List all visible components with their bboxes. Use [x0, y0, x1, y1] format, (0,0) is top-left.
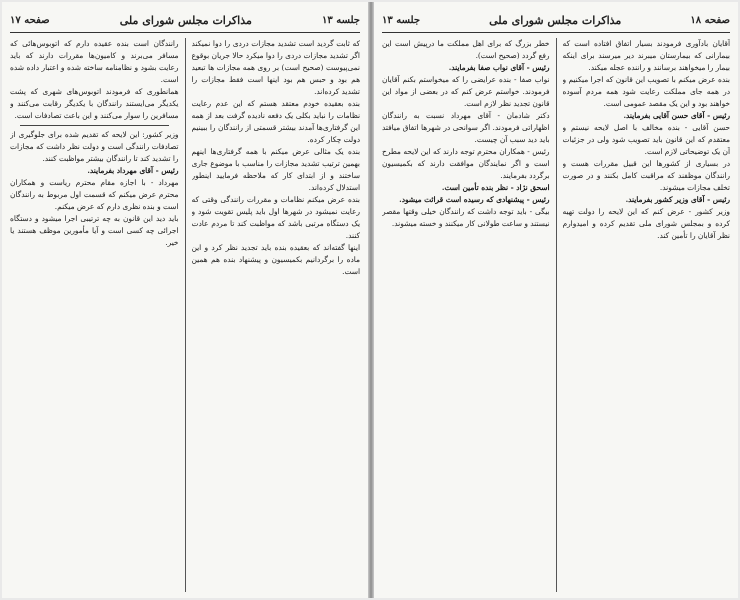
left-page-header [10, 8, 360, 33]
paragraph: بنده یک مثالی عرض میکنم با همه گرفتاری‌ها اینهم بهمین ترتیب تشدید مجازات را مناسب با موضوع جاری ساختند و از ابتدای کار که ملاحظه فرمایید اینطور استدلال کرده‌اند. [191, 147, 360, 192]
paragraph: بیگی - باید توجه داشت که رانندگان خیلی وقتها مقصر نیستند و ساعت طولانی کار میکنند و خسته میشوند. [382, 207, 550, 228]
paragraph: که ثابت گردید است تشدید مجازات دردی را دوا نمیکند اگر تشدید مجازات دردی را دوا میکرد حالا جریان بوقوع نمی‌پیوست (صحیح است) بر روی همه مجازات ها تبعید هم بود و حبس هم بود اینها است فقط مجازات را تشدید کرده‌اند. [191, 39, 360, 96]
paragraph: اینها گفته‌اند که بعقیده بنده باید تجدید نظر کرد و این ماده را برگردانیم بکمیسیون و پیشنهاد بنده هم همین است. [191, 243, 360, 276]
paragraph: نواب صفا - بنده عرایضی را که میخواستم بکنم آقایان فرمودند. خواستم عرض کنم که در بعضی از مواد این قانون تجدید نظر لازم است. [382, 75, 550, 108]
left-page-session: جلسه ۱۳ [321, 14, 360, 26]
column-divider [185, 38, 186, 592]
right-page-column-left [382, 38, 550, 592]
left-page-title: مذاکرات مجلس شورای ملی [119, 13, 252, 27]
left-page [2, 2, 368, 598]
paragraph: وزیر کشور: این لایحه که تقدیم شده برای جلوگیری از تصادفات رانندگی است و دولت نظر داشت که مجازات را تشدید کند تا رانندگان بیشتر مواظبت کنند. [10, 130, 179, 163]
right-page-header [382, 8, 730, 33]
speaker-line: رئیس - آقای وزیر کشور بفرمایند. [625, 195, 730, 204]
paragraph: مهرداد - با اجازه مقام محترم ریاست و همکاران محترم عرض میکنم که قسمت اول مربوط به رانندگان است و بنده نظری دارم که عرض میکنم. [10, 178, 179, 211]
paragraph: در بسیاری از کشورها این قبیل مقررات هست و رانندگان موظفند که مراقبت کامل بکنند و در صورت تخلف مجازات میشوند. [562, 159, 730, 192]
speaker-line: رئیس - آقای نواب صفا بفرمایند. [448, 63, 550, 72]
paragraph: رانندگان است بنده عقیده دارم که اتوبوس‌هائی که مسافر می‌برند و کامیون‌ها مقررات دارند که باید رعایت بشود و نظامنامه ساخته شده و اعتبار داده شده است. [10, 39, 179, 84]
paragraph: بنده عرض میکنم با تصویب این قانون که اجرا میکنیم و در همه جای مملکت رعایت شود همه مردم آسوده خواهند بود و این یک مقصد عمومی است. [562, 75, 730, 108]
left-page-column-right [192, 38, 361, 592]
right-page-session: جلسه ۱۳ [382, 14, 421, 26]
right-page-body [382, 38, 730, 592]
paragraph: وزیر کشور - عرض کنم که این لایحه را دولت تهیه کرده و بمجلس شورای ملی تقدیم کرده و امیدوارم نظر آقایان را تأمین کند. [562, 207, 730, 240]
right-page-title: مذاکرات مجلس شورای ملی [489, 13, 622, 27]
paragraph: بنده بعقیده خودم معتقد هستم که این عدم رعایت نظامات را نباید بکلی یک دفعه نادیده گرفت بعد از همه این گرفتاری‌ها آمدند بیشتر قسمتی از رانندگان را ببینیم دولت چکار کرده. [191, 99, 360, 144]
paragraph: آقایان بادآوری فرمودند بسیار اتفاق افتاده است که بیمارانی که بیمارستان میبرند دیر میرسند برای اینکه بیمار را میخواهند برسانند و راننده عجله میکند. [562, 39, 730, 72]
paragraph: خطر بزرگ که برای اهل مملکت ما درپیش است این رفع گردد (صحیح است). [382, 39, 550, 60]
speaker-line: اسحق نژاد - نظر بنده تأمین است. [441, 183, 550, 192]
paragraph: باید دید این قانون به چه ترتیبی اجرا میشود و دستگاه اجرائی چه کسی است و آیا مأمورین موظف هستند یا خیر. [10, 214, 179, 247]
paragraph: بنده عرض میکنم نظامات و مقررات رانندگی وقتی که رعایت نمیشود در شهرها اول باید پلیس تقویت شود و یک دستگاه مرتبی باشد که مواظبت کند تا مردم عادت کنند. [191, 195, 360, 240]
paragraph: رئیس - همکاران محترم توجه دارند که این لایحه مطرح است و اگر نمایندگان موافقت دارند که بکمیسیون برگردد بفرمایند. [382, 147, 550, 180]
right-page-number: صفحه ۱۸ [690, 14, 730, 26]
paragraph: حسن آقایی - بنده مخالف با اصل لایحه نیستم و معتقدم که این قانون باید تصویب شود ولی در جزئیات آن یک توضیحاتی لازم است. [562, 123, 730, 156]
left-page-column-left [10, 38, 179, 592]
paragraph: دکتر شادمان - آقای مهرداد نسبت به رانندگان اظهاراتی فرمودند. اگر سوانحی در شهرها اتفاق میافتد باید دید سبب آن چیست. [382, 111, 550, 144]
speaker-line: رئیس - آقای حسن آقایی بفرمایند. [623, 111, 730, 120]
right-page [374, 2, 738, 598]
document-spread [2, 2, 738, 598]
column-divider [556, 38, 557, 592]
section-rule [20, 125, 169, 126]
speaker-line: رئیس - آقای مهرداد بفرمایند. [87, 166, 179, 175]
paragraph: همانطوری که فرمودند اتوبوس‌های شهری که پشت یکدیگر می‌ایستند رانندگان با یکدیگر رقابت می‌کنند و مسافرین را سوار می‌کنند و این باعث تصادفات است. [10, 87, 179, 120]
speaker-line: رئیس - پیشنهادی که رسیده است قرائت میشود. [399, 195, 550, 204]
left-page-body [10, 38, 360, 592]
left-page-number: صفحه ۱۷ [10, 14, 50, 26]
right-page-column-right [563, 38, 731, 592]
